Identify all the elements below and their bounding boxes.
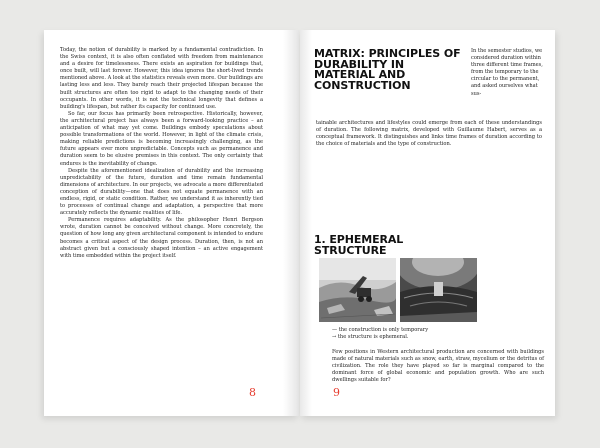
gutter-shadow [300,30,312,416]
matrix-intro-column: In the semester studios, we considered duration within three different time frames, from the temporary to the circular to the permanent, and asked ourselves what sus- [471,48,543,97]
matrix-intro-continued: tainable architectures and lifestyles could emerge from each of these understandings of duration. The following matrix, developed with Guillaume Habert, serves as a conceptual framework. It distinguishes and links time frames of duration according to the choice of materials and the type of construction. [316,120,542,148]
interior-dome-image [400,258,477,322]
paragraph: So far, our focus has primarily been retrospective. Historically, however, the architectural project has always been a forward-looking practice – an anticipation of what may yet come. Buildings embody speculations about possible transformations of the world. However, in light of the climate crisis, making reliable predictions is becoming increasingly challenging, as the future appears ever more unpredictable. Concepts such as permanence and duration seem to be elusive premises in this context. The only certainty that endures is the inevitability of change. [60,110,263,167]
ephemeral-body: Few positions in Western architectural production are concerned with buildings made of natural materials such as snow, earth, straw, mycelium or the detritus of civilization. The role they have played so far is marginal compared to the dominant force of global economic and population growth. Who are such dwellings suitable for? [332,349,544,384]
photo-interior-dome [400,258,477,322]
photo-construction-site [319,258,396,322]
gutter-shadow [283,30,299,416]
bullet-item: — the construction is only temporary [332,327,429,333]
paragraph: Permanence requires adaptability. As the philosopher Henri Bergson wrote, duration cannot be conceived without change. More concretely, the question of how long any given architectural component is intended to endure becomes a critical aspect of the design process. Duration, then, is not an abstract given but a consciously shaped intention – an active engagement with time embedded within the project itself. [60,217,263,259]
bullet-item: → the structure is ephemeral. [332,334,409,341]
construction-site-image [319,258,396,322]
page-number-right: 9 [333,386,340,399]
ephemeral-bullets [332,327,532,341]
matrix-heading: MATRIX: PRINCIPLES OF DURABILITY IN MATERIAL AND CONSTRUCTION [314,47,461,92]
ephemeral-heading: 1. EPHEMERAL STRUCTURE [314,233,404,257]
right-page [300,30,555,416]
paragraph: Today, the notion of durability is marked by a fundamental contradiction. In the Swiss context, it is also often conflated with freedom from maintenance and a desire for timelessness. There exists an aspiration for buildings that, once built, will last forever. However, this idea ignores the short-lived trends mentioned above. A look at the statistics reveals even more. Our buildings are lasting less and less. They barely reach their projected lifespan because the built structures are often too rigid to adapt to the changing needs of their occupants. In other words, it is not the technical longevity that defines a building's lifespan, but rather its capacity for continued use. [60,47,263,110]
left-page [44,30,299,416]
page-number-left: 8 [249,386,256,399]
paragraph: Despite the aforementioned idealization of durability and the increasing unpredictability of the future, duration and time remain fundamental dimensions of architecture. In our projects, we advocate a more differentiated conception of durability—one that does not equate permanence with an endless, rigid, or static condition. Rather, we understand it as inherently tied to processes of continual change and adaptation, a perspective that more accurately reflects the dynamic realities of life. [60,167,263,217]
left-page-body [60,47,263,260]
